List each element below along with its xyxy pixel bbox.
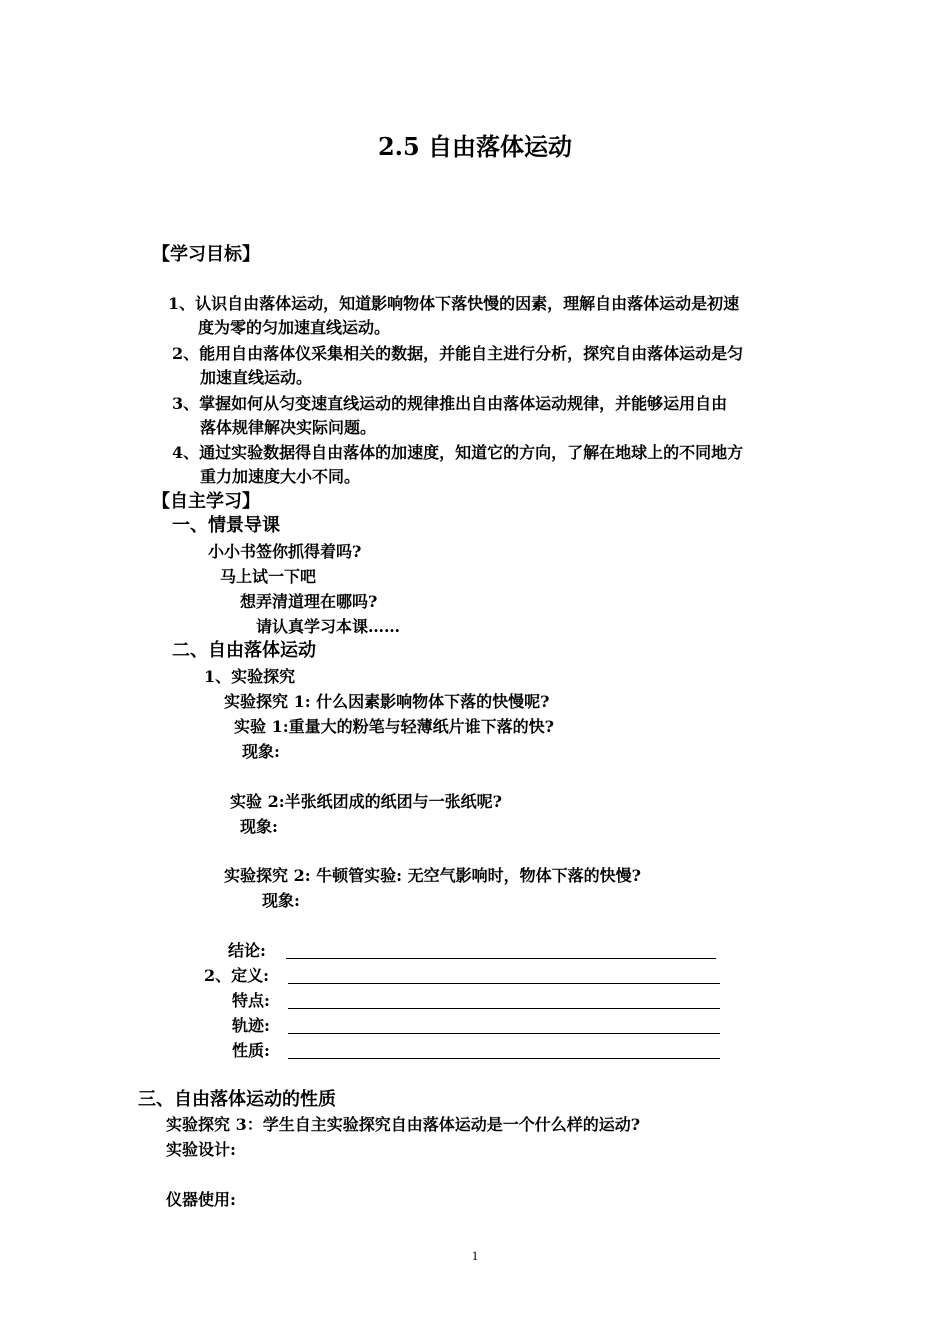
experiment-1: 实验 1:重量大的粉笔与轻薄纸片谁下落的快? xyxy=(234,717,554,736)
phenomenon-2-label: 现象: xyxy=(240,817,278,836)
definition-label: 2、定义: xyxy=(204,966,270,985)
phenomenon-1-label: 现象: xyxy=(242,742,280,761)
trajectory-label: 轨迹: xyxy=(232,1016,270,1035)
part3-heading: 三、自由落体运动的性质 xyxy=(138,1089,336,1110)
feature-blank[interactable] xyxy=(288,1008,720,1009)
definition-blank[interactable] xyxy=(288,983,720,984)
part2-heading: 二、自由落体运动 xyxy=(172,640,316,661)
nature-blank[interactable] xyxy=(288,1058,720,1059)
experiment-2: 实验 2:半张纸团成的纸团与一张纸呢? xyxy=(230,792,502,811)
objective-3-line1: 3、掌握如何从匀变速直线运动的规律推出自由落体运动规律，并能够运用自由 xyxy=(172,394,728,413)
objective-2-line1: 2、能用自由落体仪采集相关的数据，并能自主进行分析，探究自由落体运动是匀 xyxy=(172,344,744,363)
objective-4-line2: 重力加速度大小不同。 xyxy=(200,467,361,486)
design-label: 实验设计: xyxy=(166,1140,236,1159)
trajectory-blank[interactable] xyxy=(288,1033,720,1034)
feature-label: 特点: xyxy=(232,991,270,1010)
intro-line-3: 想弄清道理在哪吗? xyxy=(240,592,378,611)
conclusion-label: 结论: xyxy=(228,941,266,960)
phenomenon-3-label: 现象: xyxy=(262,891,300,910)
explore3-heading: 实验探究 3：学生自主实验探究自由落体运动是一个什么样的运动? xyxy=(166,1115,641,1134)
intro-line-2: 马上试一下吧 xyxy=(220,567,317,586)
part1-heading: 一、情景导课 xyxy=(172,515,280,536)
objective-1-line2: 度为零的匀加速直线运动。 xyxy=(198,318,391,337)
intro-line-4: 请认真学习本课…… xyxy=(256,617,401,636)
objectives-heading: 【学习目标】 xyxy=(152,244,260,265)
page-number: 1 xyxy=(471,1248,479,1263)
conclusion-blank[interactable] xyxy=(286,958,716,959)
objective-2-line2: 加速直线运动。 xyxy=(200,368,313,387)
nature-label: 性质: xyxy=(232,1041,270,1060)
sub1-heading: 1、实验探究 xyxy=(204,667,296,686)
explore2-heading: 实验探究 2: 牛顿管实验: 无空气影响时，物体下落的快慢? xyxy=(224,866,642,885)
objective-1-line1: 1、认识自由落体运动，知道影响物体下落快慢的因素，理解自由落体运动是初速 xyxy=(168,294,740,313)
intro-line-1: 小小书签你抓得着吗? xyxy=(208,542,362,561)
instrument-label: 仪器使用: xyxy=(166,1190,236,1209)
page-title: 2.5 自由落体运动 xyxy=(377,132,573,161)
explore1-heading: 实验探究 1: 什么因素影响物体下落的快慢呢? xyxy=(224,692,550,711)
objective-3-line2: 落体规律解决实际问题。 xyxy=(200,418,377,437)
self-study-heading: 【自主学习】 xyxy=(152,491,260,512)
objective-4-line1: 4、通过实验数据得自由落体的加速度，知道它的方向，了解在地球上的不同地方 xyxy=(172,443,744,462)
